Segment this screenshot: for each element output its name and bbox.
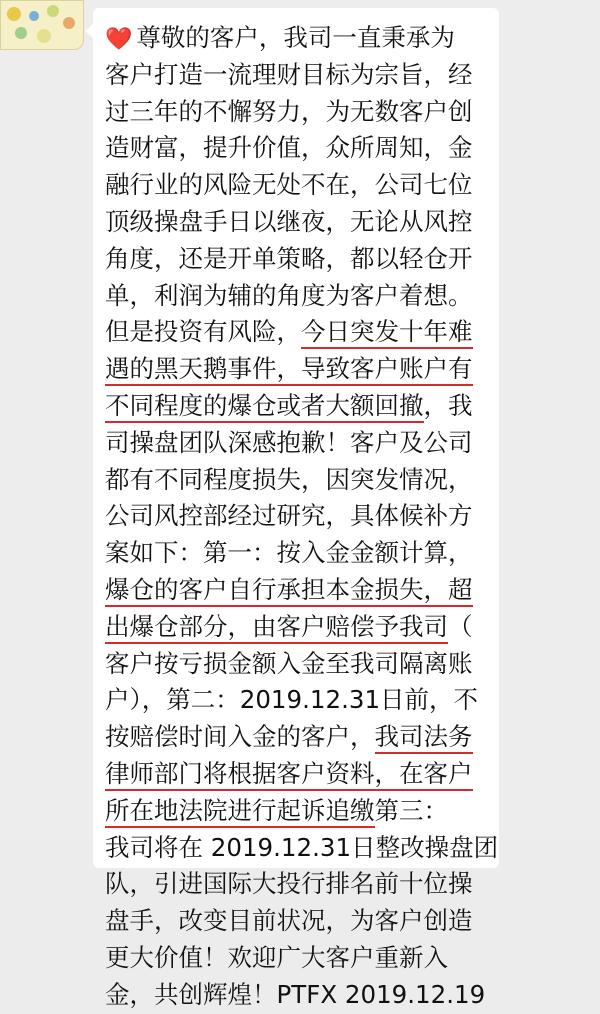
message-line bbox=[105, 498, 499, 535]
message-line bbox=[105, 425, 499, 462]
message-line bbox=[105, 609, 499, 646]
underlined-segment: 不同程度的爆仓或者大额回撤 bbox=[105, 391, 424, 423]
message-segment: 过三年的不懈努力，为无数客户创 bbox=[105, 96, 473, 126]
message-line bbox=[105, 977, 499, 1014]
message-segment: 盘手，改变目前状况，为客户创造 bbox=[105, 906, 473, 936]
message-segment: 但是投资有风险， bbox=[105, 317, 301, 347]
message-bubble[interactable] bbox=[93, 8, 499, 1009]
message-text bbox=[105, 20, 499, 1014]
message-line bbox=[105, 572, 499, 609]
message-line bbox=[105, 314, 499, 351]
message-line bbox=[105, 462, 499, 499]
sender-avatar[interactable] bbox=[0, 0, 84, 50]
avatar-decoration bbox=[7, 7, 21, 21]
message-segment: （ bbox=[448, 611, 473, 641]
message-line bbox=[105, 535, 499, 572]
avatar-decoration bbox=[63, 17, 75, 29]
message-line bbox=[105, 682, 499, 719]
avatar-decoration bbox=[47, 5, 59, 17]
avatar-decoration bbox=[37, 29, 51, 43]
message-segment: 司操盘团队深感抱歉！客户及公司 bbox=[105, 427, 473, 457]
message-segment: 第三： bbox=[374, 795, 448, 825]
underlined-segment: 所在地法院进行起诉追缴 bbox=[105, 796, 375, 828]
message-segment: 队，引进国际大投行排名前十位操 bbox=[105, 869, 473, 899]
message-line bbox=[105, 940, 499, 977]
underlined-segment: 我司法务 bbox=[375, 722, 473, 754]
message-segment: ，我 bbox=[423, 390, 473, 420]
underlined-segment: 出爆仓部分，由客户赔偿予我司 bbox=[105, 612, 448, 644]
message-line bbox=[105, 57, 499, 94]
message-line bbox=[105, 719, 499, 756]
message-line bbox=[105, 866, 499, 903]
message-line bbox=[105, 94, 499, 131]
message-line bbox=[105, 351, 499, 388]
chat-background-right bbox=[500, 0, 600, 841]
message-line bbox=[105, 646, 499, 683]
message-line bbox=[105, 20, 499, 57]
message-segment: 都有不同程度损失，因突发情况， bbox=[105, 464, 473, 494]
message-line bbox=[105, 278, 499, 315]
message-line bbox=[105, 903, 499, 940]
underlined-segment: 律师部门将根据客户资料，在客户 bbox=[105, 759, 473, 791]
message-segment: 金，共创辉煌！PTFX 2019.12.19 bbox=[105, 979, 486, 1009]
message-segment: 造财富，提升价值，众所周知，金 bbox=[105, 133, 473, 163]
message-line bbox=[105, 167, 499, 204]
message-segment: 顶级操盘手日以继夜，无论从风控 bbox=[105, 206, 473, 236]
message-line bbox=[105, 793, 499, 830]
avatar-decoration bbox=[29, 11, 39, 21]
underlined-segment: 今日突发十年难 bbox=[301, 317, 473, 349]
message-segment: 角度，还是开单策略，都以轻仓开 bbox=[105, 243, 473, 273]
message-line bbox=[105, 830, 499, 867]
message-segment: 单，利润为辅的角度为客户着想。 bbox=[105, 280, 473, 310]
message-line bbox=[105, 130, 499, 167]
message-segment: 户），第二：2019.12.31日前，不 bbox=[105, 685, 479, 715]
message-segment: 按赔偿时间入金的客户， bbox=[105, 722, 375, 752]
message-segment: 案如下：第一：按入金金额计算， bbox=[105, 538, 473, 568]
message-segment: 客户打造一流理财目标为宗旨，经 bbox=[105, 59, 473, 89]
message-segment: 更大价值！欢迎广大客户重新入 bbox=[105, 942, 448, 972]
underlined-segment: 遇的黑天鹅事件，导致客户账户有 bbox=[105, 354, 473, 386]
heart-icon: ❤️ bbox=[105, 27, 133, 52]
message-segment: 客户按亏损金额入金至我司隔离账 bbox=[105, 648, 473, 678]
message-segment: 融行业的风险无处不在，公司七位 bbox=[105, 170, 473, 200]
message-line bbox=[105, 756, 499, 793]
message-line bbox=[105, 241, 499, 278]
message-line bbox=[105, 204, 499, 241]
message-segment: 我司将在 2019.12.31日整改操盘团 bbox=[105, 832, 499, 862]
message-segment: 公司风控部经过研究，具体候补方 bbox=[105, 501, 473, 531]
underlined-segment: 爆仓的客户自行承担本金损失，超 bbox=[105, 575, 473, 607]
message-segment: 尊敬的客户，我司一直秉承为 bbox=[136, 23, 455, 52]
message-line bbox=[105, 388, 499, 425]
avatar-decoration bbox=[15, 27, 27, 39]
